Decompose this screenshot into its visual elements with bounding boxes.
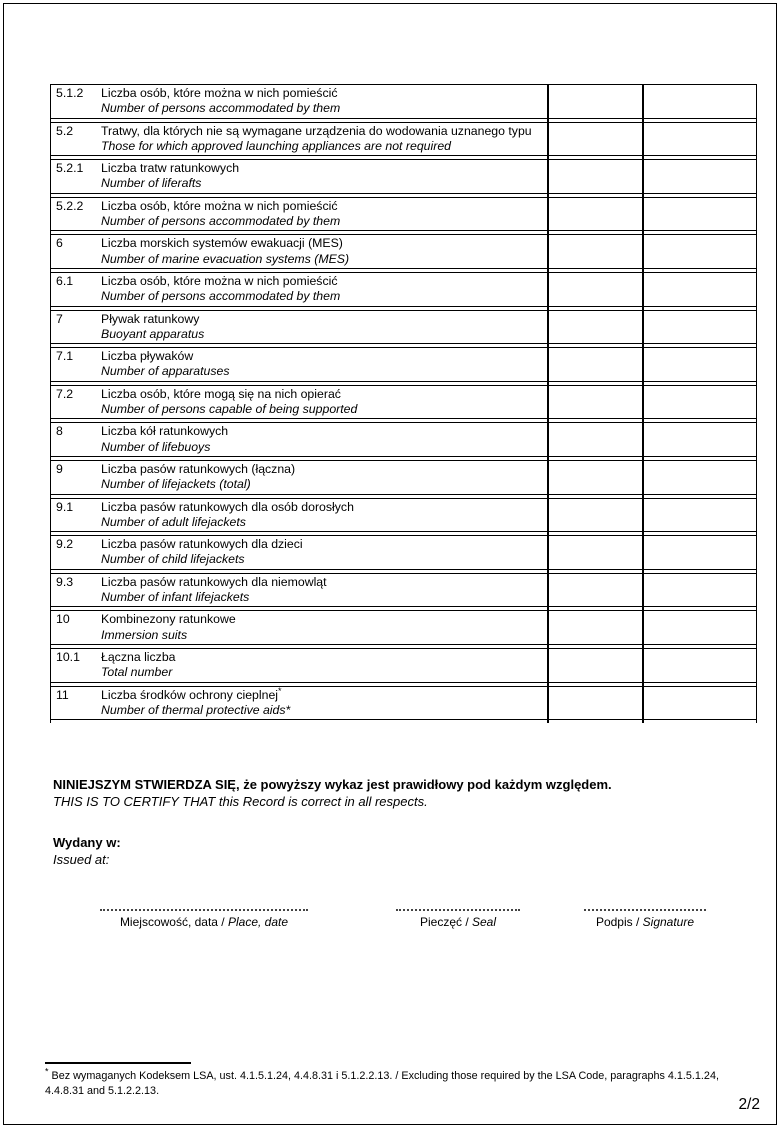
value-cell-2: [643, 575, 756, 607]
footnote-text: Bez wymaganych Kodeksem LSA, ust. 4.1.5.1.24, 4.4.8.31 i 5.1.2.2.13. / Excluding those required by the LSA Code, paragraphs 4.1.5.1.24, 4.4.8.31 and 5.1.2.2.13.: [45, 1070, 719, 1097]
value-cell-1: [548, 274, 643, 306]
value-cell-1: [548, 349, 643, 381]
row-label-pl: Łączna liczba: [101, 649, 176, 664]
table-row: [51, 385, 756, 420]
equipment-table: [50, 84, 757, 723]
row-label-pl: Liczba osób, które mogą się na nich opierać: [101, 386, 341, 401]
row-description: [101, 575, 548, 607]
row-number: 10.1: [56, 649, 80, 664]
value-cell-1: [548, 650, 643, 682]
value-cell-2: [643, 199, 756, 231]
row-description: [101, 500, 548, 532]
table-row: [51, 610, 756, 645]
row-description: [101, 612, 548, 644]
table-row: [51, 535, 756, 570]
footnote-reference: *: [278, 685, 282, 696]
value-cell-2: [643, 349, 756, 381]
value-cell-1: [548, 312, 643, 344]
value-cell-1: [548, 236, 643, 268]
certification-text-en: THIS IS TO CERTIFY THAT this Record is correct in all respects.: [53, 794, 428, 809]
row-label-en: Number of apparatuses: [101, 364, 230, 379]
row-number: 6: [56, 236, 63, 251]
value-cell-1: [548, 500, 643, 532]
table-row: [51, 422, 756, 457]
signature-block-signature: [584, 909, 706, 929]
row-label-en: Number of thermal protective aids*: [101, 702, 291, 717]
issued-at: [53, 834, 121, 868]
signature-label-pl: Miejscowość, data /: [119, 915, 225, 929]
table-row: [51, 310, 756, 345]
table-row: [51, 122, 756, 157]
value-cell-2: [643, 387, 756, 419]
row-number: 9.2: [56, 537, 74, 552]
row-label-en: Number of persons accommodated by them: [101, 101, 341, 116]
footnote: [45, 1066, 757, 1099]
value-cell-2: [643, 274, 756, 306]
signature-label-pl: Podpis /: [595, 915, 640, 929]
table-row: [51, 460, 756, 495]
table-row: [51, 573, 756, 608]
signature-label-en: Signature: [642, 915, 695, 929]
row-label-pl: Liczba osób, które można w nich pomieścić: [101, 198, 338, 213]
row-label-pl: Liczba osób, które można w nich pomieścić: [101, 273, 338, 288]
row-number: 7.1: [56, 349, 74, 364]
row-number: 10: [56, 612, 70, 627]
value-cell-1: [548, 575, 643, 607]
row-number: 9: [56, 461, 63, 476]
row-description: [101, 462, 548, 494]
row-number: 5.2.2: [56, 198, 84, 213]
signature-label-en: Place, date: [228, 915, 289, 929]
value-cell-2: [643, 236, 756, 268]
value-cell-2: [643, 688, 756, 720]
row-number: 8: [56, 424, 63, 439]
row-label-pl: Liczba pasów ratunkowych (łączna): [101, 461, 296, 476]
table-row: [51, 498, 756, 533]
row-number: 5.1.2: [56, 86, 84, 100]
table-row: [51, 197, 756, 232]
table-row: [51, 234, 756, 269]
footnote-separator: [45, 1062, 191, 1064]
value-cell-2: [643, 124, 756, 156]
value-cell-2: [643, 462, 756, 494]
row-label-en: Buoyant apparatus: [101, 326, 205, 341]
row-description: [101, 274, 548, 306]
page-number: 2/2: [738, 1096, 760, 1113]
value-cell-1: [548, 688, 643, 720]
row-label-en: Those for which approved launching appliances are not required: [101, 138, 451, 153]
issued-at-label-en: Issued at:: [53, 852, 110, 867]
issued-at-label-pl: Wydany w:: [53, 835, 121, 850]
row-label-pl: Liczba osób, które można w nich pomieścić: [101, 86, 338, 100]
value-cell-2: [643, 312, 756, 344]
table-row: [51, 272, 756, 307]
signature-label-pl: Pieczęć /: [419, 915, 469, 929]
table-row: [51, 686, 756, 721]
row-label-pl: Pływak ratunkowy: [101, 311, 200, 326]
row-description: [101, 537, 548, 569]
row-label-en: Number of child lifejackets: [101, 552, 245, 567]
signature-label: [584, 915, 706, 929]
row-label-pl: Liczba pasów ratunkowych dla osób dorosłych: [101, 499, 354, 514]
row-description: [101, 349, 548, 381]
row-description: [101, 86, 548, 118]
row-label-en: Number of lifebuoys: [101, 439, 211, 454]
signature-block-place-date: [100, 909, 308, 929]
row-description: [101, 312, 548, 344]
row-label-pl: Tratwy, dla których nie są wymagane urządzenia do wodowania uznanego typu: [101, 123, 532, 138]
row-number: 7: [56, 311, 63, 326]
signature-label-en: Seal: [472, 915, 497, 929]
signature-label: [100, 915, 308, 929]
value-cell-1: [548, 161, 643, 193]
value-cell-2: [643, 424, 756, 456]
value-cell-1: [548, 537, 643, 569]
value-cell-2: [643, 537, 756, 569]
table-row: [51, 159, 756, 194]
row-label-pl: Liczba pływaków: [101, 349, 194, 364]
row-label-pl: Liczba tratw ratunkowych: [101, 161, 240, 176]
value-cell-2: [643, 500, 756, 532]
row-number: 9.3: [56, 574, 74, 589]
value-cell-1: [548, 462, 643, 494]
row-label-pl: Liczba morskich systemów ewakuacji (MES): [101, 236, 343, 251]
row-label-pl: Liczba pasów ratunkowych dla niemowląt: [101, 574, 327, 589]
value-cell-1: [548, 86, 643, 118]
row-label-en: Number of persons accommodated by them: [101, 214, 341, 229]
value-cell-2: [643, 612, 756, 644]
row-description: [101, 236, 548, 268]
row-label-en: Immersion suits: [101, 627, 188, 642]
table-row: [51, 84, 756, 119]
row-description: [101, 650, 548, 682]
row-label-pl: Liczba kół ratunkowych: [101, 424, 229, 439]
row-label-pl: Liczba pasów ratunkowych dla dzieci: [101, 537, 303, 552]
row-description: [101, 685, 548, 720]
row-label-en: Number of lifejackets (total): [101, 477, 251, 492]
row-label-en: Number of liferafts: [101, 176, 202, 191]
table-row: [51, 347, 756, 382]
row-label-pl: Liczba środków ochrony cieplnej*: [101, 685, 282, 702]
row-description: [101, 199, 548, 231]
row-description: [101, 387, 548, 419]
row-number: 11: [56, 687, 69, 702]
row-label-en: Number of persons accommodated by them: [101, 289, 341, 304]
row-label-en: Number of marine evacuation systems (MES): [101, 251, 350, 266]
certification-statement: [53, 776, 612, 810]
row-description: [101, 424, 548, 456]
row-label-en: Total number: [101, 665, 173, 680]
value-cell-1: [548, 387, 643, 419]
footnote-marker: *: [45, 1066, 49, 1077]
column-divider-2: [642, 84, 644, 723]
row-number: 7.2: [56, 386, 74, 401]
signature-block-seal: [396, 909, 520, 929]
value-cell-1: [548, 424, 643, 456]
value-cell-2: [643, 161, 756, 193]
value-cell-1: [548, 199, 643, 231]
row-label-en: Number of infant lifejackets: [101, 590, 250, 605]
row-number: 5.2.1: [56, 161, 84, 176]
row-number: 5.2: [56, 123, 74, 138]
row-label-pl: Kombinezony ratunkowe: [101, 612, 236, 627]
column-divider-1: [547, 84, 549, 723]
row-number: 6.1: [56, 273, 74, 288]
signature-label: [396, 915, 520, 929]
row-description: [101, 161, 548, 193]
value-cell-1: [548, 124, 643, 156]
row-description: [101, 124, 548, 156]
certification-text-pl: NINIEJSZYM STWIERDZA SIĘ, że powyższy wykaz jest prawidłowy pod każdym względem.: [53, 777, 612, 792]
value-cell-1: [548, 612, 643, 644]
row-label-en: Number of persons capable of being supported: [101, 402, 358, 417]
value-cell-2: [643, 86, 756, 118]
table-row: [51, 648, 756, 683]
value-cell-2: [643, 650, 756, 682]
row-label-en: Number of adult lifejackets: [101, 514, 246, 529]
row-number: 9.1: [56, 499, 74, 514]
